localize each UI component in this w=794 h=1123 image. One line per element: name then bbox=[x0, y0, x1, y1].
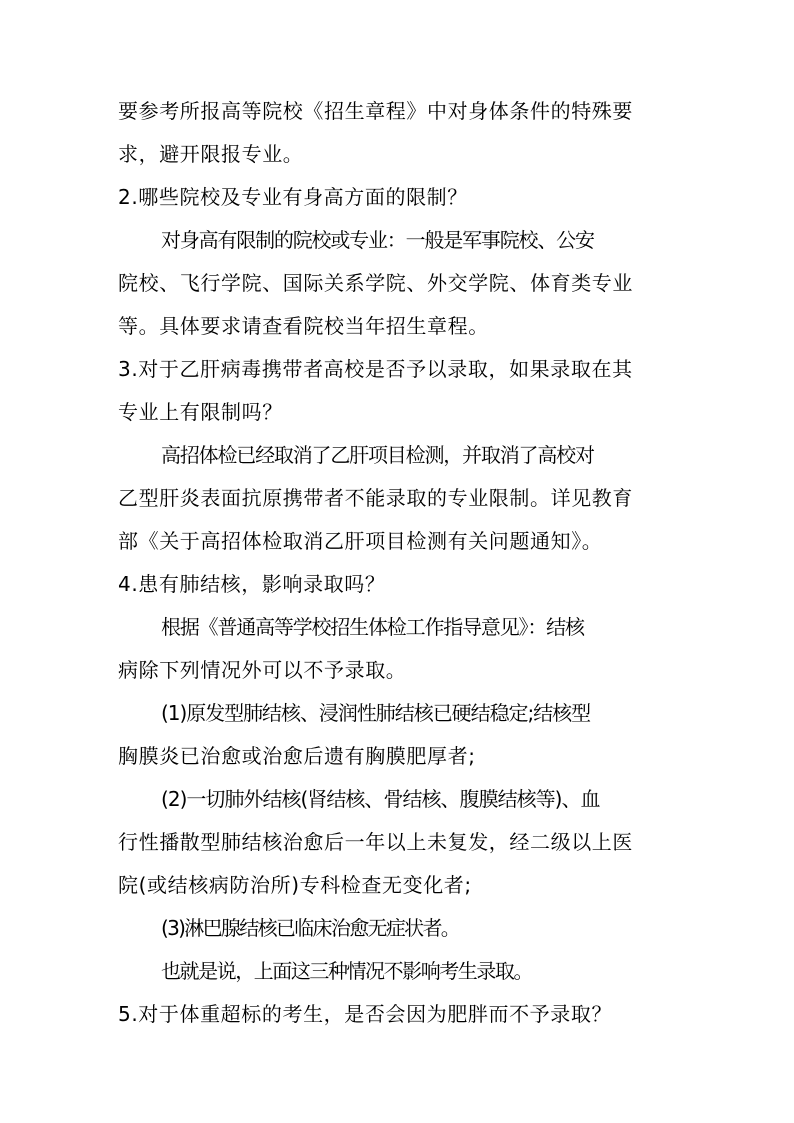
paragraph-line: 根据《普通高等学校招生体检工作指导意见》：结核 bbox=[161, 615, 584, 639]
paragraph-line: 乙型肝炎表面抗原携带者不能录取的专业限制。详见教育 bbox=[118, 486, 633, 510]
paragraph-line: 也就是说，上面这三种情况不影响考生录取。 bbox=[161, 959, 532, 983]
question-heading: 3.对于乙肝病毒携带者高校是否予以录取，如果录取在其 bbox=[118, 357, 633, 381]
list-item-line: (2)一切肺外结核(肾结核、骨结核、腹膜结核等)、血 bbox=[161, 787, 600, 811]
paragraph-line: 对身高有限制的院校或专业：一般是军事院校、公安 bbox=[161, 228, 594, 252]
paragraph-line: 病除下列情况外可以不予录取。 bbox=[118, 658, 407, 682]
paragraph-line: 院校、飞行学院、国际关系学院、外交学院、体育类专业 bbox=[118, 271, 633, 295]
paragraph-line: 要参考所报高等院校《招生章程》中对身体条件的特殊要 bbox=[118, 99, 633, 123]
question-heading: 4.患有肺结核，影响录取吗？ bbox=[118, 572, 386, 596]
list-item-line: 胸膜炎已治愈或治愈后遗有胸膜肥厚者; bbox=[118, 744, 476, 768]
question-heading: 5.对于体重超标的考生，是否会因为肥胖而不予录取？ bbox=[118, 1002, 613, 1026]
paragraph-line: 等。具体要求请查看院校当年招生章程。 bbox=[118, 314, 489, 338]
list-item-line: 行性播散型肺结核治愈后一年以上未复发，经二级以上医 bbox=[118, 830, 633, 854]
list-item-line: 院(或结核病防治所)专科检查无变化者; bbox=[118, 873, 472, 897]
question-heading: 2.哪些院校及专业有身高方面的限制？ bbox=[118, 185, 468, 209]
paragraph-line: 高招体检已经取消了乙肝项目检测，并取消了高校对 bbox=[161, 443, 594, 467]
paragraph-line: 求，避开限报专业。 bbox=[118, 142, 304, 166]
question-heading: 专业上有限制吗？ bbox=[118, 400, 283, 424]
paragraph-line: 部《关于高招体检取消乙肝项目检测有关问题通知》。 bbox=[118, 529, 603, 553]
list-item-line: (1)原发型肺结核、浸润性肺结核已硬结稳定;结核型 bbox=[161, 701, 591, 725]
list-item-line: (3)淋巴腺结核已临床治愈无症状者。 bbox=[161, 916, 460, 940]
